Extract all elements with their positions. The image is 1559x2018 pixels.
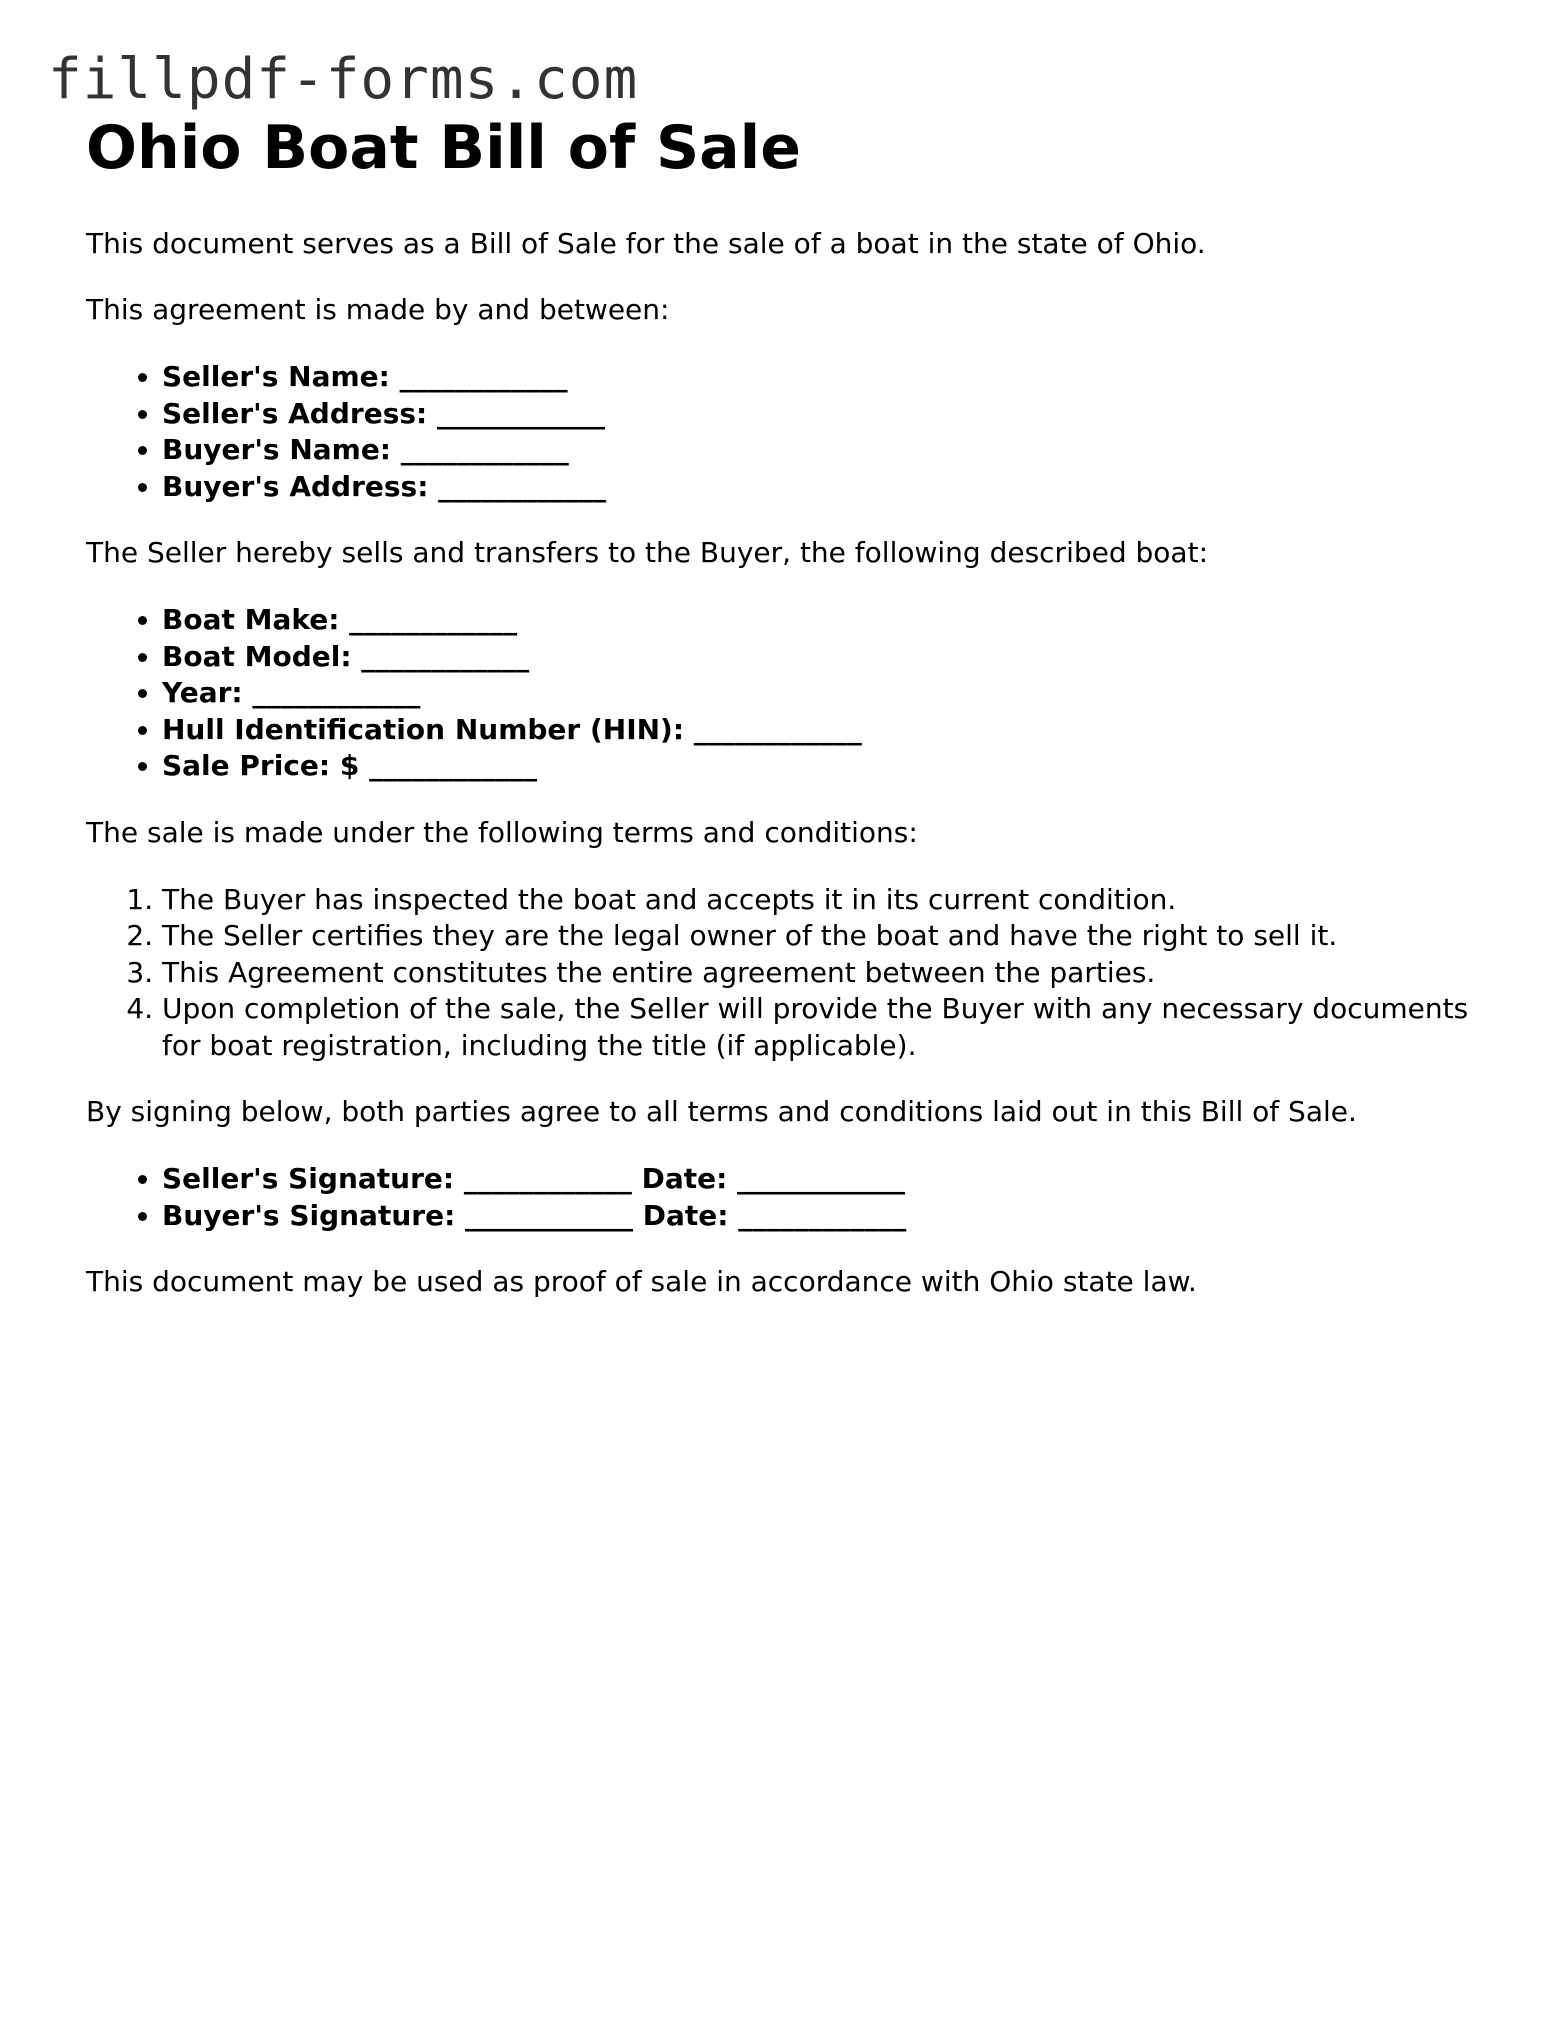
sale-price-field: • Sale Price: $ ____________ xyxy=(162,748,1486,785)
closing-paragraph: This document may be used as proof of sale in accordance with Ohio state law. xyxy=(86,1265,1197,1298)
boat-make-field: • Boat Make: ____________ xyxy=(162,602,1486,639)
buyer-name-field: • Buyer's Name: ____________ xyxy=(162,432,1486,469)
term-item: 4. Upon completion of the sale, the Seller will provide the Buyer with any necessary documents for boat registration, including the title (if applicable). xyxy=(162,991,1486,1064)
terms-list xyxy=(86,882,1486,1065)
buyer-signature-field: • Buyer's Signature: ____________ Date: ____________ xyxy=(162,1198,1486,1235)
document-body xyxy=(86,112,1486,1300)
transfer-paragraph: The Seller hereby sells and transfers to the Buyer, the following described boat: xyxy=(86,536,1208,569)
seller-name-field: • Seller's Name: ____________ xyxy=(162,359,1486,396)
seller-address-field: • Seller's Address: ____________ xyxy=(162,396,1486,433)
signing-paragraph: By signing below, both parties agree to all terms and conditions laid out in this Bill of Sale. xyxy=(86,1095,1357,1128)
boat-details-list xyxy=(86,602,1486,785)
watermark: fillpdf-forms.com xyxy=(48,47,639,112)
year-field: • Year: ____________ xyxy=(162,675,1486,712)
term-item: 2. The Seller certifies they are the legal owner of the boat and have the right to sell it. xyxy=(162,918,1486,955)
agreement-intro: This agreement is made by and between: xyxy=(86,293,670,326)
signatures-list xyxy=(86,1161,1486,1234)
boat-model-field: • Boat Model: ____________ xyxy=(162,639,1486,676)
hin-field: • Hull Identification Number (HIN): ____________ xyxy=(162,712,1486,749)
term-item: 3. This Agreement constitutes the entire agreement between the parties. xyxy=(162,955,1486,992)
terms-intro: The sale is made under the following terms and conditions: xyxy=(86,815,918,849)
intro-paragraph: This document serves as a Bill of Sale for the sale of a boat in the state of Ohio. xyxy=(86,227,1206,260)
buyer-address-field: • Buyer's Address: ____________ xyxy=(162,469,1486,506)
term-item: 1. The Buyer has inspected the boat and accepts it in its current condition. xyxy=(162,882,1486,919)
document-title: Ohio Boat Bill of Sale xyxy=(86,113,801,183)
parties-list xyxy=(86,359,1486,505)
seller-signature-field: • Seller's Signature: ____________ Date: ____________ xyxy=(162,1161,1486,1198)
